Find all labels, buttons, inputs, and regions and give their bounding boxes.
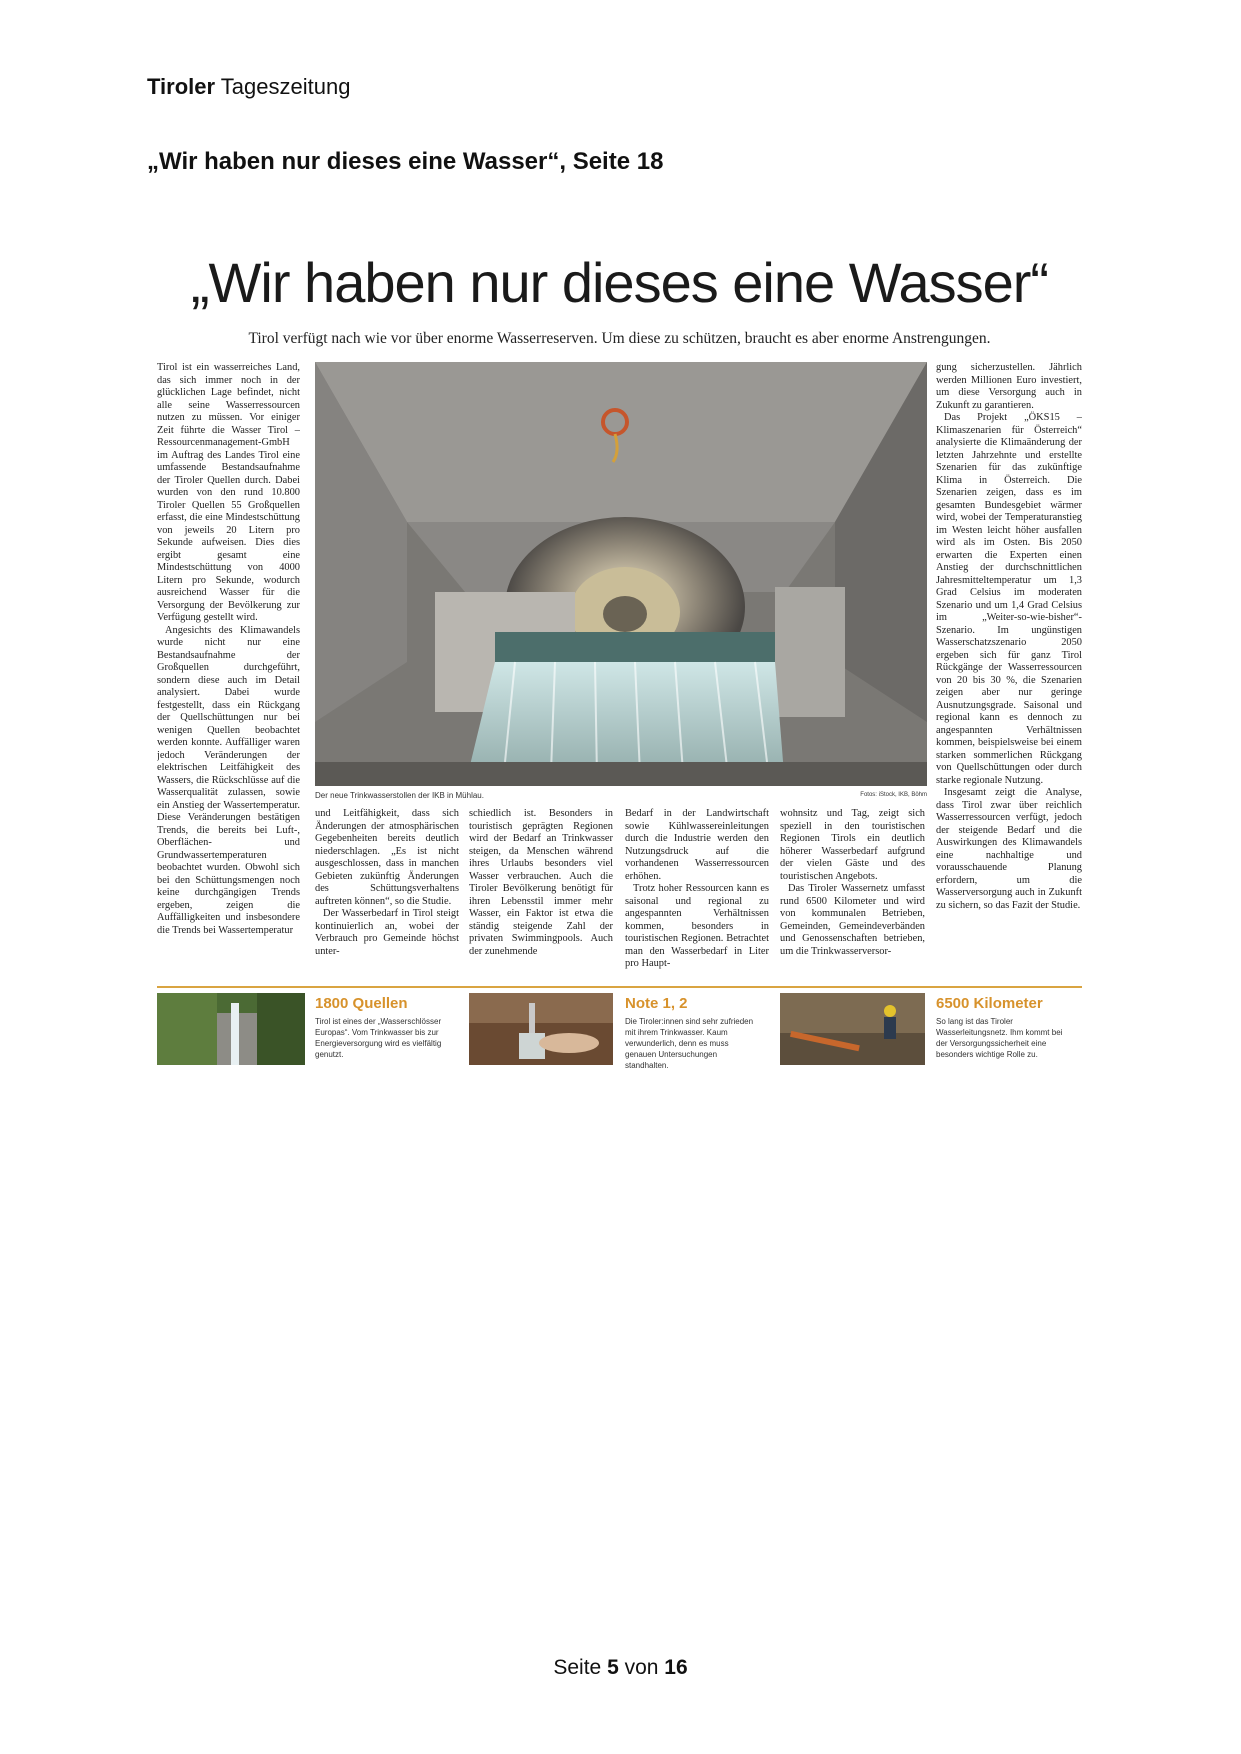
newspaper-clipping bbox=[157, 250, 1082, 1068]
column-left bbox=[157, 362, 300, 978]
publication-name-rest: Tageszeitung bbox=[220, 74, 351, 99]
spring-photo bbox=[157, 993, 305, 1065]
column-right bbox=[936, 362, 1082, 978]
page-footer bbox=[0, 1656, 1241, 1680]
fact-title-quellen: 1800 Quellen bbox=[315, 995, 408, 1012]
paragraph: Tirol ist ein wasserreiches Land, das sich immer noch in der glücklichen Lage befindet, nicht alle seine Wasserressourcen nutzen zu müssen. Vor einiger Zeit führte die Wasser Tirol – Ressourcenmanagement-GmbH im Auftrag des Landes Tirol eine umfassende Bestandsaufnahme der Tiroler Quellen durch. Dabei wurden von den rund 10.800 Tiroler Quellen 55 Großquellen erfasst, die eine Mindestschüttung von jeweils 20 Litern pro Sekunde aufweisen. Dies dies ergibt gesamt eine Mindestschüttung von 4000 Litern pro Sekunde, wodurch ausreichend Wasser für die Versorgung der Bevölkerung zur Verfügung gestellt wird. bbox=[157, 362, 300, 623]
tunnel-photo-graphic bbox=[315, 362, 927, 786]
paragraph: Der Wasserbedarf in Tirol steigt kontinuierlich an, wobei der Verbrauch pro Gemeinde höchst unter- bbox=[315, 908, 459, 957]
pipeline-photo-graphic bbox=[780, 993, 925, 1065]
paragraph: Angesichts des Klimawandels wurde nicht nur eine Bestandsaufnahme der Großquellen durchgeführt, sondern diese auch im Detail analysiert. Dabei wurde festgestellt, dass ein Rückgang der Quellschüttungen nur bei wenigen Quellen beobachtet werden konnte. Auffälliger waren jedoch Veränderungen der elektrischen Leitfähigkeit des Wassers, die Rückschlüsse auf die Wasserqualität zulassen, sowie ein Anstieg der Wassertemperatur. Diese Veränderungen bestätigen Trends, die bereits bei Luft-, Oberflächen- und Grundwassertemperaturen beobachtet wurden. Obwohl sich bei den Schüttungsmengen noch keine durchgängigen Trends ergeben, zeigen die Auffälligkeiten und insbesondere die Trends bei Wassertemperatur bbox=[157, 624, 300, 936]
paragraph: gung sicherzustellen. Jährlich werden Millionen Euro investiert, um diese Versorgung auch in Zukunft zu garantieren. bbox=[936, 362, 1082, 411]
footer-prefix: Seite bbox=[553, 1656, 602, 1679]
article-headline: „Wir haben nur dieses eine Wasser“ bbox=[190, 251, 1049, 314]
pipeline-photo bbox=[780, 993, 925, 1065]
paragraph: Bedarf in der Landwirtschaft sowie Kühlwassereinleitungen durch die Industrie werden den Nutzungsdruck auf die vorhandenen Wasserressourcen erhöhen. bbox=[625, 808, 769, 882]
factbox-divider bbox=[157, 986, 1082, 988]
footer-middle: von bbox=[624, 1656, 659, 1679]
photo-credit: Fotos: iStock, IKB, Böhm bbox=[860, 792, 927, 798]
article-subtitle: Tirol verfügt nach wie vor über enorme Wasserreserven. Um diese zu schützen, braucht es aber enorme Anstrengungen. bbox=[248, 330, 991, 347]
publication-name-bold: Tiroler bbox=[147, 74, 216, 99]
article-reference: „Wir haben nur dieses eine Wasser“, Seite 18 bbox=[147, 148, 664, 175]
fact-title-kilometer: 6500 Kilometer bbox=[936, 995, 1043, 1012]
paragraph: Insgesamt zeigt die Analyse, dass Tirol zwar über reichlich Wasserressourcen verfügt, jedoch der steigende Bedarf und die Auswirkungen des Klimawandels eine nachhaltige und vorausschauende Planung erfordern, um die Wasserversorgung auch in Zukunft zu sichern, so das Fazit der Studie. bbox=[936, 787, 1082, 911]
footer-current-page: 5 bbox=[607, 1656, 619, 1679]
paragraph: und Leitfähigkeit, dass sich Änderungen der atmosphärischen Gegebenheiten bereits deutlich niederschlagen. „Es ist nicht ausgeschlossen, dass in manchen Gebieten zukünftig Änderungen des Schüttungsverhaltens auftreten können“, so die Studie. bbox=[315, 808, 459, 907]
paragraph: Trotz hoher Ressourcen kann es saisonal und regional zu angespannten Verhältnissen kommen, besonders in touristischen Regionen. Betrachtet man den Wasserbedarf in Liter pro Haupt- bbox=[625, 883, 769, 969]
fact-title-note: Note 1, 2 bbox=[625, 995, 688, 1012]
paragraph: wohnsitz und Tag, zeigt sich speziell in den touristischen Regionen Tirols ein deutlich höherer Wasserbedarf aufgrund der vielen Gäste und des touristischen Angebots. bbox=[780, 808, 925, 882]
publication-name bbox=[147, 74, 350, 100]
paragraph: schiedlich ist. Besonders in touristisch geprägten Regionen wird der Bedarf an Trinkwasser steigen, da Menschen während ihres Urlaubs besonders viel Wasser verbrauchen. Auch die Tiroler Bevölkerung benötigt für ihren Lebensstil immer mehr Wasser, ein Faktor ist etwa die ständig steigende Zahl der privaten Swimmingpools. Auch der zunehmende bbox=[469, 808, 613, 957]
paragraph: Das Tiroler Wassernetz umfasst rund 6500 Kilometer und wird von kommunalen Betrieben, Gemeinden, Gemeindeverbänden und Genossenschaften betrieben, um die Trinkwasserversor- bbox=[780, 883, 925, 957]
column-b4 bbox=[625, 808, 769, 978]
paragraph: Das Projekt „ÖKS15 – Klimaszenarien für Österreich“ analysierte die Klimaänderung der letzten Jahrzehnte und erstellte Szenarien für das zukünftige Klima in Österreich. Die Szenarien zeigen, dass es im gesamten Bundesgebiet wärmer wird, wobei der Temperaturanstieg im Westen leicht höher ausfallen wird als im Osten. Bis 2050 erwarten die Experten einen Anstieg der durchschnittlichen Jahresmitteltemperatur um 1,3 Grad Celsius im moderaten Szenario und um 1,4 Grad Celsius im „Weiter-so-wie-bisher“-Szenario. Im ungünstigen Wasserschatzszenario 2050 ergeben sich für ganz Tirol Rückgänge der Wasserressourcen von 20 bis 30 %, die Szenarien zeigen aber nur geringe Ausnutzungsgrade. Saisonal und regional kann es dennoch zu angespannten Verhältnissen kommen, beispielsweise bei einem starken sommerlichen Rückgang von Quellschüttungen oder durch starke regionale Nutzung. bbox=[936, 412, 1082, 786]
fact-text-note: Die Tiroler:innen sind sehr zufrieden mit ihrem Trinkwasser. Kaum verwunderlich, denn es muss genauen Untersuchungen standhalten. bbox=[625, 1017, 754, 1070]
footer-total-pages: 16 bbox=[664, 1656, 688, 1679]
tap-photo bbox=[469, 993, 613, 1065]
tunnel-photo bbox=[315, 362, 927, 786]
column-b3 bbox=[469, 808, 613, 978]
photo-caption-row bbox=[315, 791, 927, 800]
fact-text-kilometer: So lang ist das Tiroler Wasserleitungsnetz. Ihm kommt bei der Versorgungssicherheit eine besonders wichtige Rolle zu. bbox=[936, 1017, 1063, 1059]
column-b5 bbox=[780, 808, 925, 978]
spring-photo-graphic bbox=[157, 993, 305, 1065]
tap-photo-graphic bbox=[469, 993, 613, 1065]
column-b2 bbox=[315, 808, 459, 978]
fact-text-quellen: Tirol ist eines der „Wasserschlösser Europas“. Vom Trinkwasser bis zur Energieversorgung wird es vielfältig genutzt. bbox=[315, 1017, 442, 1059]
photo-caption: Der neue Trinkwasserstollen der IKB in Mühlau. bbox=[315, 791, 484, 800]
